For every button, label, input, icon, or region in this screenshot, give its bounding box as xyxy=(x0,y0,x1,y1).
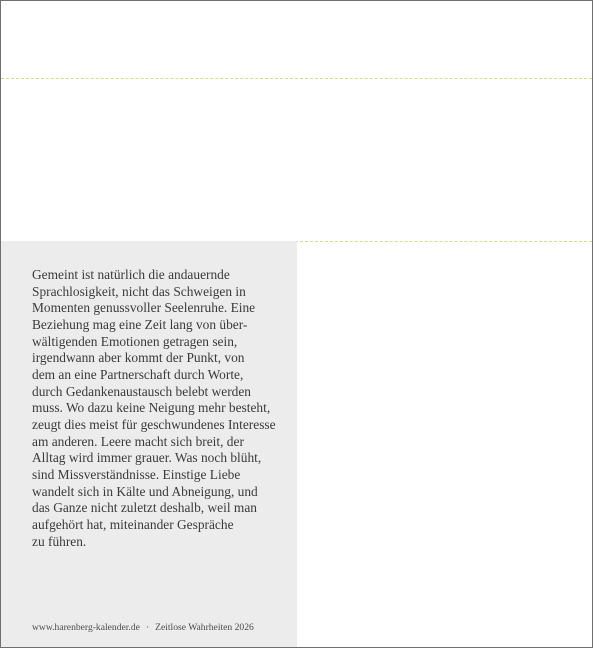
body-text-line: Sprachlosigkeit, nicht das Schweigen in xyxy=(32,283,246,299)
perforation-line-top xyxy=(1,78,592,79)
footer xyxy=(32,622,254,633)
body-text-line: muss. Wo dazu keine Neigung mehr besteht, xyxy=(32,400,271,416)
calendar-title: Zeitlose Wahrheiten 2026 xyxy=(155,622,254,633)
body-text xyxy=(32,267,284,550)
body-text-line: Momenten genussvoller Seelenruhe. Eine xyxy=(32,300,256,316)
body-text-line: wandelt sich in Kälte und Abneigung, und xyxy=(32,483,258,499)
body-text-line: Alltag wird immer grauer. Was noch blüht, xyxy=(32,450,262,466)
body-text-line: am anderen. Leere macht sich breit, der xyxy=(32,433,244,449)
body-text-line: irgendwann aber kommt der Punkt, von xyxy=(32,350,245,366)
body-text-line: aufgehört hat, miteinander Gespräche xyxy=(32,516,234,532)
footer-separator: · xyxy=(145,622,150,633)
body-text-line: Beziehung mag eine Zeit lang von über- xyxy=(32,316,248,332)
body-text-line: das Ganze nicht zuletzt deshalb, weil man xyxy=(32,500,257,516)
body-text-line: dem an eine Partnerschaft durch Worte, xyxy=(32,366,244,382)
body-text-line: durch Gedankenaustausch belebt werden xyxy=(32,383,251,399)
body-text-line: zu führen. xyxy=(32,533,87,549)
body-text-line: Gemeint ist natürlich die andauernde xyxy=(32,267,230,282)
website-link[interactable]: www.harenberg-kalender.de xyxy=(32,622,140,633)
body-text-line: wältigenden Emotionen getragen sein, xyxy=(32,333,238,349)
body-text-line: zeugt dies meist für geschwundenes Interesse xyxy=(32,416,276,432)
body-text-line: sind Missverständnisse. Einstige Liebe xyxy=(32,466,241,482)
